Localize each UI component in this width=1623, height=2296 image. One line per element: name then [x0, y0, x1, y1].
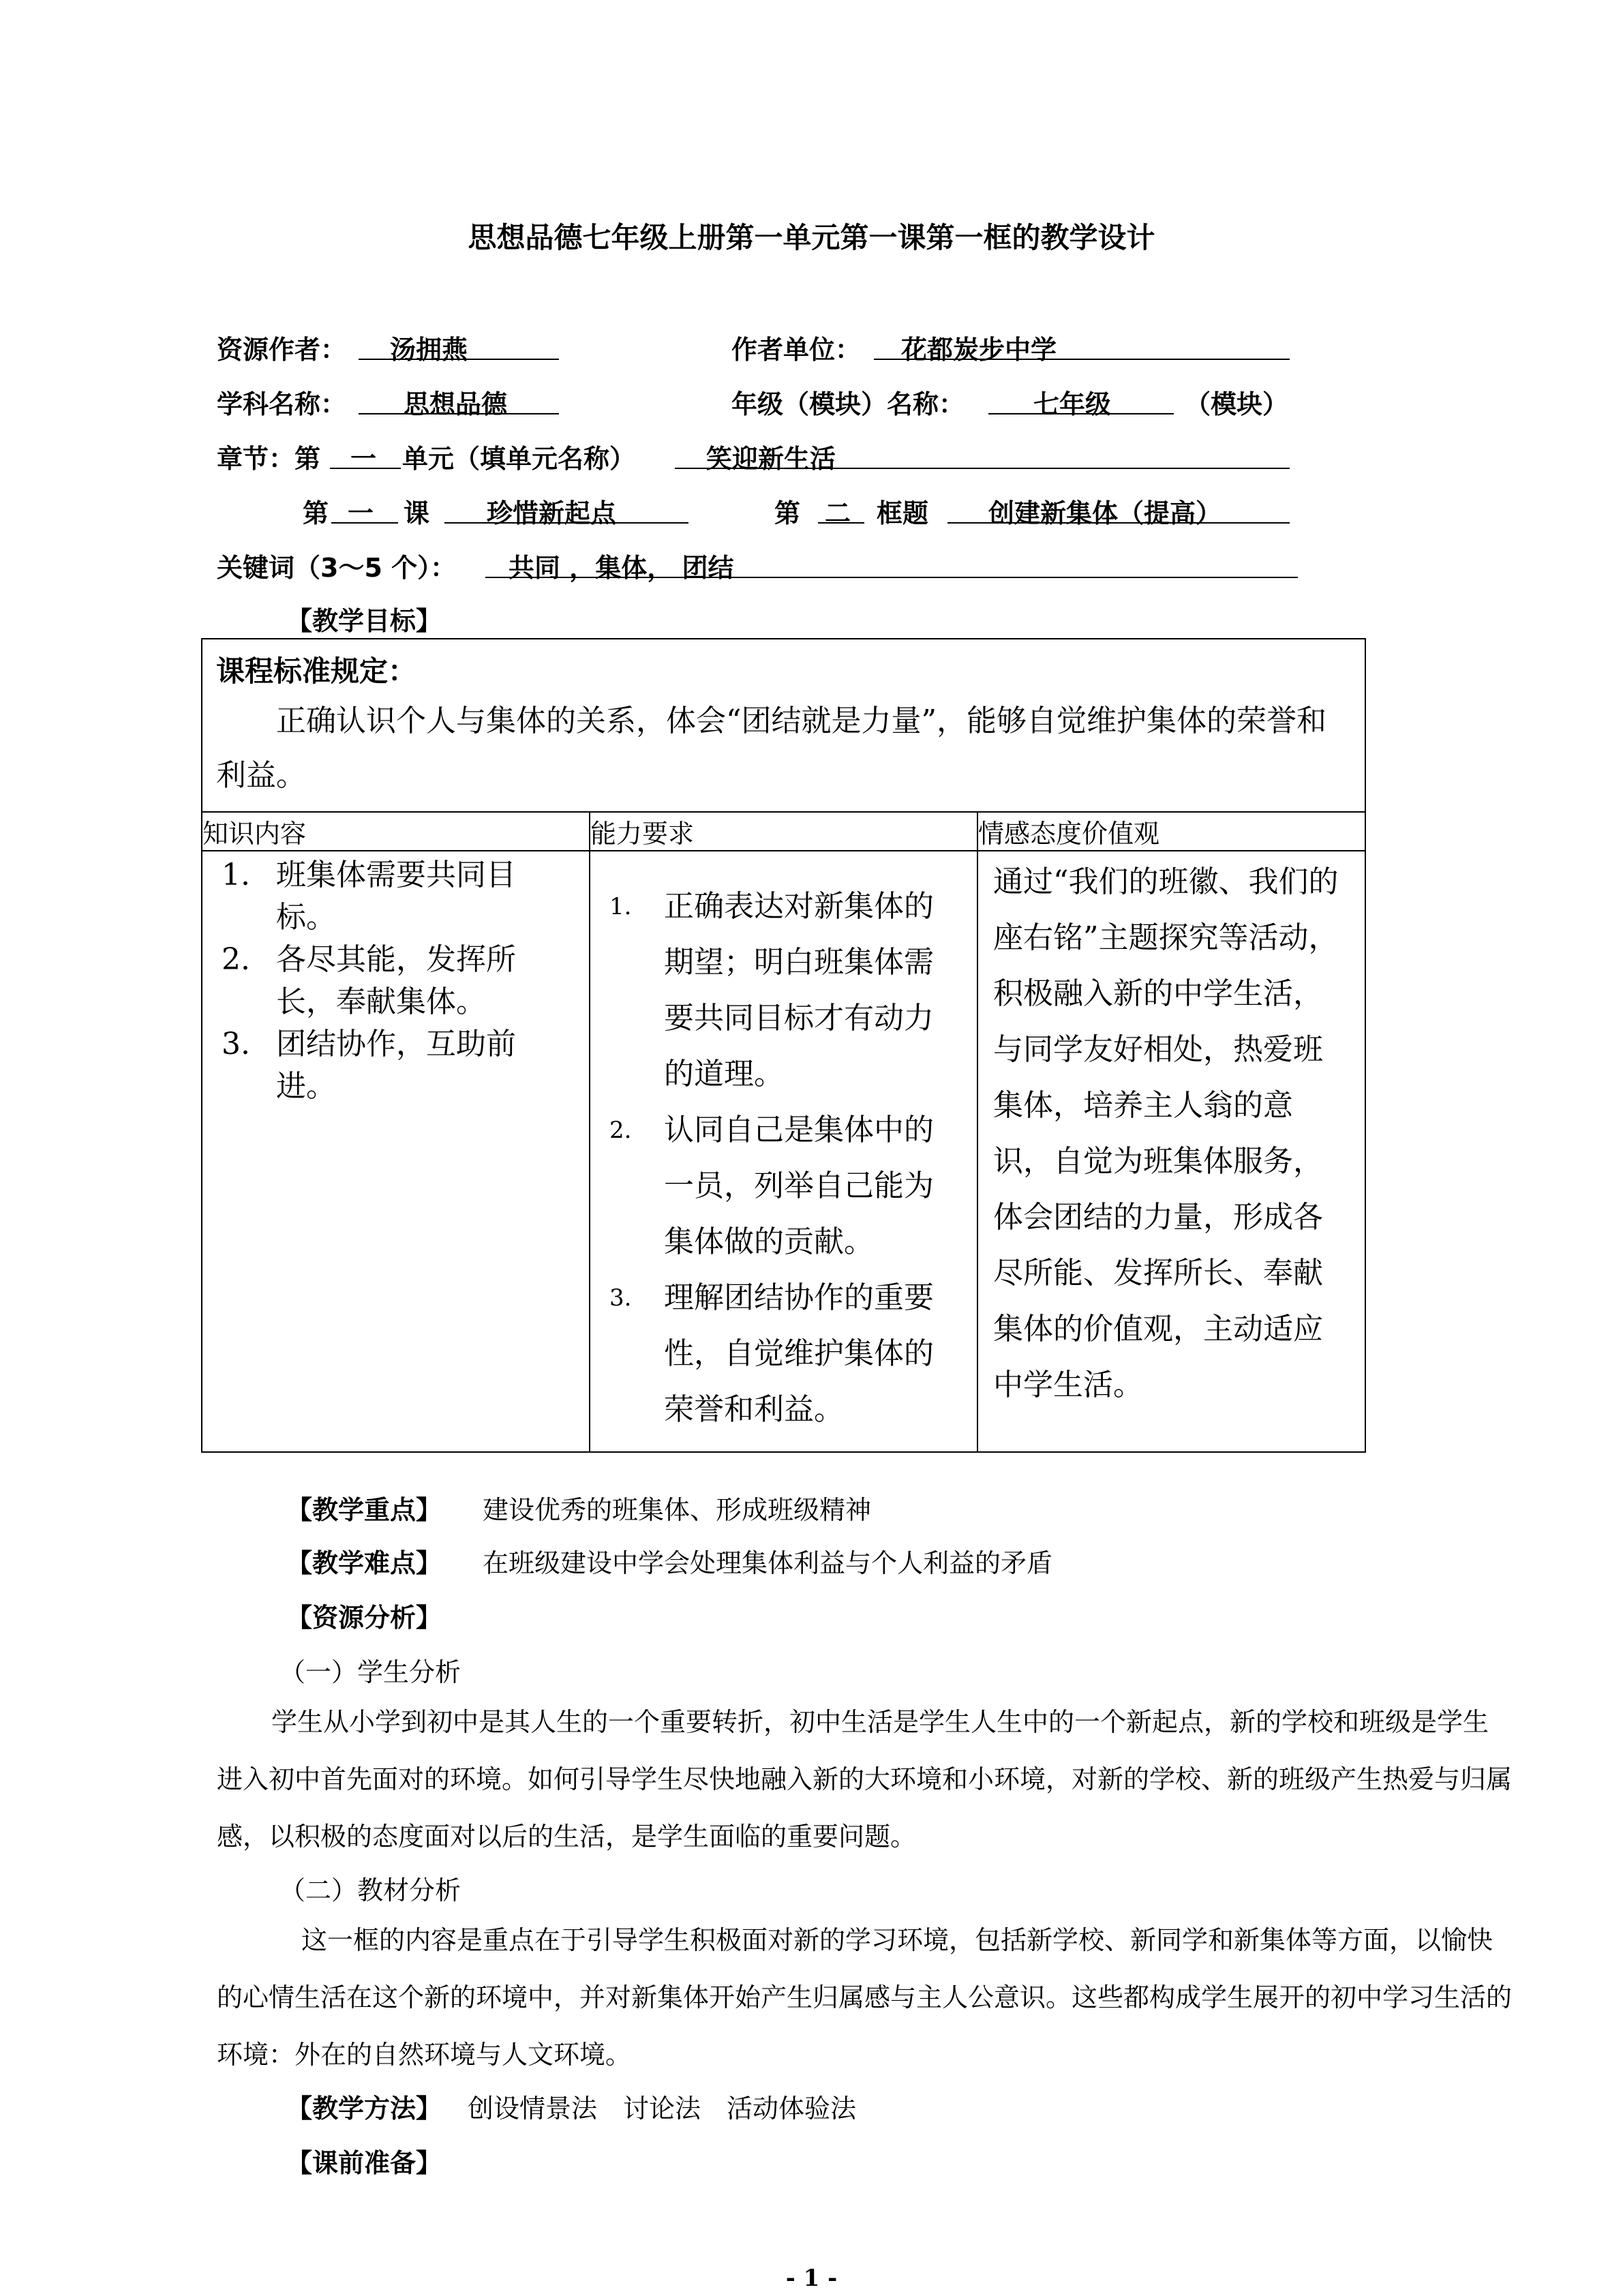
- emotion-text: 通过“我们的班徽、我们的座右铭”主题探究等活动，积极融入新的中学生活，与同学友好相处，热爱班集体，培养主人翁的意识，自觉为班集体服务，体会团结的力量，形成各尽所能、发挥所长、奉献集体的价值观，主动适应中学生活。: [993, 864, 1339, 1402]
- difficulty-text: 在班级建设中学会处理集体利益与个人利益的矛盾: [483, 1548, 1053, 1578]
- column-header-row: [202, 812, 1365, 851]
- list-item-number: 1.: [222, 858, 250, 892]
- list-item-number: 3.: [222, 1027, 250, 1061]
- lesson-num: 一: [348, 498, 374, 528]
- keywords-value: 共同 ，集体， 团结: [509, 553, 734, 583]
- list-item-number: 3.: [609, 1284, 632, 1312]
- list-item-text: 班集体需要共同目标。: [276, 858, 516, 935]
- textbook-analysis-text: 这一框的内容是重点在于引导学生积极面对新的学习环境，包括新学校、新同学和新集体等方面，以愉快的心情生活在这个新的环境中，并对新集体开始产生归属感与主人公意识。这些都构成学生展开的初中学习生活的环境：外在的自然环境与人文环境。: [217, 1925, 1513, 2070]
- standards-heading: 课程标准规定：: [216, 654, 417, 688]
- author-label: 资源作者：: [217, 335, 347, 365]
- textbook-analysis-heading: （二）教材分析: [279, 1875, 461, 1905]
- list-item-text: 各尽其能，发挥所长，奉献集体。: [276, 942, 516, 1019]
- frame-label: 框题: [877, 498, 929, 528]
- ability-cell: [590, 851, 977, 1452]
- list-item: [604, 879, 963, 1102]
- methods-text: 创设情景法 讨论法 活动体验法: [468, 2094, 857, 2124]
- list-item-number: 2.: [222, 942, 250, 977]
- list-item-number: 2.: [609, 1117, 632, 1144]
- list-item: [604, 1102, 963, 1270]
- unit-label: 作者单位：: [731, 335, 862, 365]
- page-number: - 1 -: [785, 2265, 838, 2292]
- methods-label: 【教学方法】: [286, 2094, 442, 2124]
- key-point-label: 【教学重点】: [286, 1495, 442, 1525]
- list-item: [216, 939, 575, 1023]
- objectives-heading: 【教学目标】: [286, 606, 442, 636]
- emotion-cell: [977, 851, 1365, 1452]
- resource-heading: 【资源分析】: [286, 1603, 442, 1633]
- list-item-text: 正确表达对新集体的期望；明白班集体需要共同目标才有动力的道理。: [664, 889, 934, 1091]
- frame-num: 二: [825, 498, 851, 528]
- author-value: 汤拥燕: [390, 335, 468, 365]
- student-analysis-text: 学生从小学到初中是其人生的一个重要转折，初中生活是学生人生中的一个新起点，新的学校和班级是学生进入初中首先面对的环境。如何引导学生尽快地融入新的大环境和小环境，对新的学校、新的班级产生热爱与归属感，以积极的态度面对以后的生活，是学生面临的重要问题。: [217, 1707, 1513, 1852]
- chapter-unit-name: 笑迎新生活: [706, 444, 836, 474]
- grade-value: 七年级: [1033, 389, 1112, 419]
- standards-row: [202, 639, 1365, 812]
- list-item: [216, 1023, 575, 1108]
- page-title: 思想品德七年级上册第一单元第一课第一框的教学设计: [468, 221, 1155, 254]
- list-item-text: 认同自己是集体中的一员，列举自己能为集体做的贡献。: [664, 1113, 934, 1259]
- grade-suffix: （模块）: [1185, 389, 1289, 419]
- list-item-text: 团结协作，互助前进。: [276, 1027, 516, 1104]
- column-header-ability: 能力要求: [590, 812, 977, 851]
- frame-prefix: 第: [774, 498, 801, 528]
- subject-label: 学科名称：: [217, 389, 347, 419]
- list-item-number: 1.: [609, 893, 632, 920]
- content-row: [202, 851, 1365, 1452]
- standards-cell: [202, 639, 1365, 812]
- unit-value: 花都炭步中学: [901, 335, 1057, 365]
- objectives-table: [201, 638, 1366, 1453]
- subject-value: 思想品德: [404, 389, 508, 419]
- keywords-label: 关键词（3～5 个）：: [217, 553, 457, 583]
- lesson-label: 课: [404, 498, 430, 528]
- knowledge-cell: [202, 851, 590, 1452]
- column-header-knowledge: 知识内容: [202, 812, 590, 851]
- column-header-emotion: 情感态度价值观: [977, 812, 1365, 851]
- preparation-label: 【课前准备】: [286, 2148, 442, 2178]
- key-point-text: 建设优秀的班集体、形成班级精神: [483, 1495, 872, 1525]
- lesson-prefix: 第: [303, 498, 329, 528]
- frame-name: 创建新集体（提高）: [988, 498, 1222, 528]
- difficulty-label: 【教学难点】: [286, 1548, 442, 1578]
- list-item: [216, 854, 575, 939]
- student-analysis-heading: （一）学生分析: [279, 1657, 461, 1687]
- lesson-name: 珍惜新起点: [487, 498, 617, 528]
- ability-list: [590, 851, 977, 1451]
- chapter-prefix: 章节：第: [217, 444, 321, 474]
- list-item-text: 理解团结协作的重要性，自觉维护集体的荣誉和利益。: [664, 1280, 934, 1427]
- list-item: [604, 1270, 963, 1438]
- chapter-unit-num: 一: [350, 444, 377, 474]
- grade-label: 年级（模块）名称：: [731, 389, 965, 419]
- knowledge-list: [202, 851, 589, 1121]
- standards-text: 正确认识个人与集体的关系，体会“团结就是力量”，能够自觉维护集体的荣誉和利益。: [216, 704, 1326, 793]
- chapter-unit-label: 单元（填单元名称）: [402, 444, 636, 474]
